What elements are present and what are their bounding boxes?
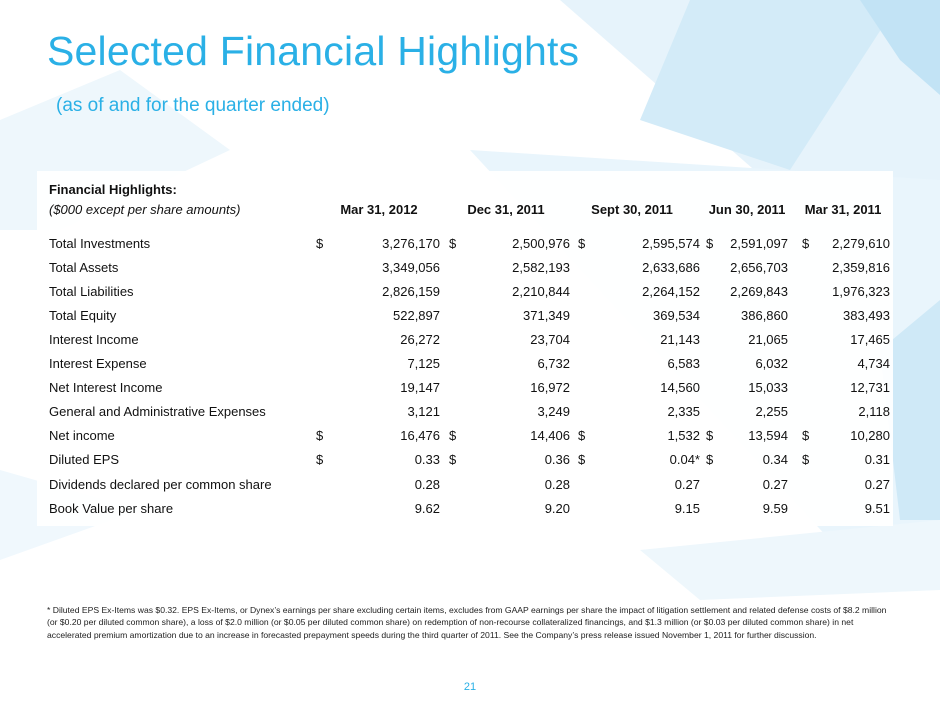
row-label: Interest Expense — [49, 356, 147, 371]
row-label: Total Assets — [49, 260, 119, 275]
cell-value: 9.62 — [414, 501, 440, 516]
page-number: 21 — [463, 681, 477, 693]
currency-symbol: $ — [706, 452, 714, 467]
cell-value: 12,731 — [850, 380, 890, 395]
cell-value: 2,264,152 — [642, 284, 700, 299]
table-row — [0, 501, 940, 521]
table-row — [0, 428, 940, 448]
cell-value: 10,280 — [850, 428, 890, 443]
cell-value: 2,500,976 — [512, 236, 570, 251]
cell-value: 9.51 — [864, 501, 890, 516]
cell-value: 17,465 — [850, 332, 890, 347]
cell-value: 23,704 — [530, 332, 570, 347]
cell-value: 2,118 — [858, 404, 890, 419]
slide-subtitle: (as of and for the quarter ended) — [56, 95, 330, 116]
column-header: Sept 30, 2011 — [591, 202, 673, 217]
currency-symbol: $ — [706, 236, 714, 251]
row-label: Total Investments — [49, 236, 151, 251]
currency-symbol: $ — [578, 236, 586, 251]
cell-value: 0.34 — [762, 452, 788, 467]
cell-value: 1,976,323 — [832, 284, 890, 299]
cell-value: 2,269,843 — [730, 284, 788, 299]
cell-value: 19,147 — [400, 380, 440, 395]
table-row — [0, 260, 940, 280]
cell-value: 2,826,159 — [382, 284, 440, 299]
row-label: Book Value per share — [49, 501, 174, 516]
column-header: Dec 31, 2011 — [467, 202, 545, 217]
footnote: * Diluted EPS Ex-Items was $0.32. EPS Ex-Items, or Dynex’s earnings per share excluding certain items, excludes from GAAP earnings per share the impact of litigation settlement and related defense costs of $8.2 million (or $0.20 per diluted common share), a loss of $2.0 million (or $0.05 per diluted common share) on redemption of non-recourse collateralized financings, and $1.3 million (or $0.03 per diluted common share) in net accelerated premium amortization due to an increase in forecasted prepayment speeds during the third quarter of 2011. See the Company’s press release issued November 1, 2011 for further discussion. — [47, 605, 887, 640]
cell-value: 6,583 — [667, 356, 700, 371]
cell-value: 26,272 — [400, 332, 440, 347]
currency-symbol: $ — [802, 236, 810, 251]
currency-symbol: $ — [578, 452, 586, 467]
table-row — [0, 332, 940, 352]
cell-value: 16,476 — [400, 428, 440, 443]
row-label: Interest Income — [49, 332, 139, 347]
cell-value: 4,734 — [857, 356, 890, 371]
currency-symbol: $ — [449, 236, 457, 251]
cell-value: 2,633,686 — [642, 260, 700, 275]
cell-value: 16,972 — [530, 380, 570, 395]
row-label: Total Equity — [49, 308, 117, 323]
cell-value: 6,732 — [537, 356, 570, 371]
table-heading: Financial Highlights: — [49, 182, 177, 197]
table-row — [0, 477, 940, 497]
cell-value: 2,279,610 — [832, 236, 890, 251]
cell-value: 2,210,844 — [512, 284, 570, 299]
cell-value: 6,032 — [755, 356, 788, 371]
cell-value: 13,594 — [748, 428, 788, 443]
row-label: Dividends declared per common share — [49, 477, 272, 492]
cell-value: 9.59 — [762, 501, 788, 516]
currency-symbol: $ — [802, 428, 810, 443]
row-label: Diluted EPS — [49, 452, 120, 467]
table-row — [0, 284, 940, 304]
cell-value: 2,656,703 — [730, 260, 788, 275]
cell-value: 1,532 — [667, 428, 700, 443]
cell-value: 21,143 — [660, 332, 700, 347]
cell-value: 0.33 — [414, 452, 440, 467]
column-header: Jun 30, 2011 — [708, 202, 786, 217]
table-row — [0, 236, 940, 256]
cell-value: 369,534 — [653, 308, 700, 323]
table-units: ($000 except per share amounts) — [49, 202, 241, 217]
cell-value: 3,276,170 — [382, 236, 440, 251]
cell-value: 9.20 — [544, 501, 570, 516]
table-row — [0, 380, 940, 400]
cell-value: 0.31 — [864, 452, 890, 467]
currency-symbol: $ — [449, 452, 457, 467]
cell-value: 9.15 — [674, 501, 700, 516]
row-label: Total Liabilities — [49, 284, 134, 299]
currency-symbol: $ — [802, 452, 810, 467]
cell-value: 3,249 — [537, 404, 570, 419]
cell-value: 2,591,097 — [730, 236, 788, 251]
cell-value: 0.28 — [544, 477, 570, 492]
cell-value: 3,121 — [407, 404, 440, 419]
column-header: Mar 31, 2012 — [340, 202, 418, 217]
cell-value: 7,125 — [407, 356, 440, 371]
currency-symbol: $ — [449, 428, 457, 443]
cell-value: 0.27 — [674, 477, 700, 492]
cell-value: 2,335 — [667, 404, 700, 419]
table-row — [0, 356, 940, 376]
cell-value: 2,359,816 — [832, 260, 890, 275]
cell-value: 371,349 — [523, 308, 570, 323]
currency-symbol: $ — [316, 236, 324, 251]
table-row — [0, 404, 940, 424]
cell-value: 15,033 — [748, 380, 788, 395]
currency-symbol: $ — [706, 428, 714, 443]
cell-value: 21,065 — [748, 332, 788, 347]
cell-value: 0.27 — [864, 477, 890, 492]
cell-value: 522,897 — [393, 308, 440, 323]
currency-symbol: $ — [316, 428, 324, 443]
row-label: Net income — [49, 428, 115, 443]
cell-value: 14,406 — [530, 428, 570, 443]
table-row — [0, 452, 940, 472]
cell-value: 14,560 — [660, 380, 700, 395]
cell-value: 3,349,056 — [382, 260, 440, 275]
cell-value: 2,255 — [755, 404, 788, 419]
cell-value: 386,860 — [741, 308, 788, 323]
row-label: General and Administrative Expenses — [49, 404, 266, 419]
cell-value: 0.27 — [762, 477, 788, 492]
cell-value: 2,582,193 — [512, 260, 570, 275]
column-header: Mar 31, 2011 — [804, 202, 882, 217]
currency-symbol: $ — [578, 428, 586, 443]
cell-value: 0.04* — [669, 452, 700, 467]
slide-title: Selected Financial Highlights — [47, 28, 580, 74]
cell-value: 2,595,574 — [642, 236, 700, 251]
table-row — [0, 308, 940, 328]
cell-value: 0.28 — [414, 477, 440, 492]
row-label: Net Interest Income — [49, 380, 163, 395]
cell-value: 383,493 — [843, 308, 890, 323]
cell-value: 0.36 — [544, 452, 570, 467]
currency-symbol: $ — [316, 452, 324, 467]
